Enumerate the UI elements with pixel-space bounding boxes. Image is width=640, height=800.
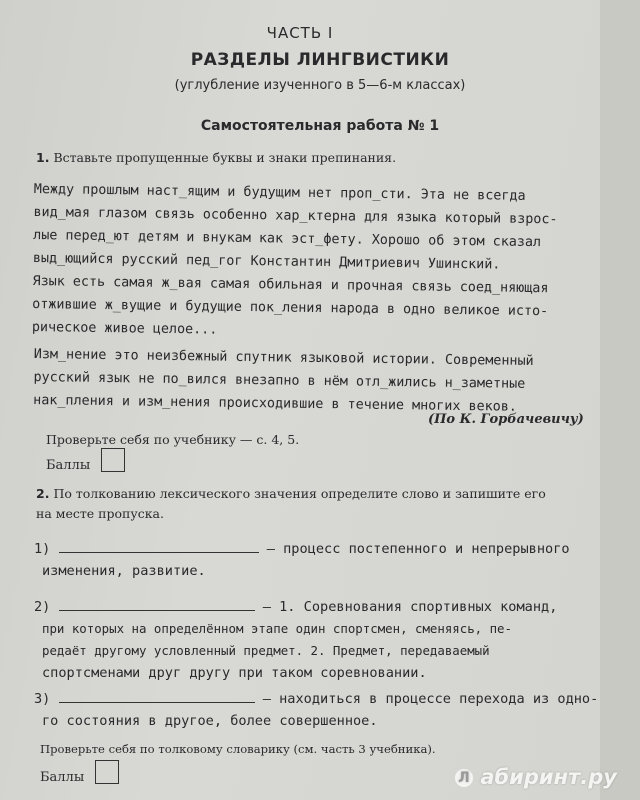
- definition-line: изменения, развитие.: [42, 563, 206, 579]
- paragraph-line: Язык есть самая ж_вая самая обильная и прочная связь соед_няющая: [32, 273, 549, 297]
- task1-heading: [36, 150, 396, 165]
- task1-check-note: Проверьте себя по учебнику — с. 4, 5.: [46, 432, 300, 447]
- definition-line: — находиться в процессе перехода из одно-: [262, 691, 599, 707]
- answer-blank-1[interactable]: [59, 540, 259, 553]
- task1-instruction: Вставьте пропущенные буквы и знаки препинания.: [53, 150, 397, 165]
- task1-paragraph2: [33, 343, 534, 419]
- paragraph-line: нак_пления и изм_нения происходившие в течение многих веков.: [33, 392, 517, 415]
- paragraph-line: лые перед_ют детям и внукам как эст_фету. Хорошо об этом сказал: [33, 227, 542, 251]
- task1-paragraph1: [32, 178, 558, 346]
- answer-blank-3[interactable]: [59, 690, 255, 703]
- task1-score-label: Баллы: [46, 458, 91, 473]
- answer-blank-2[interactable]: [59, 598, 255, 611]
- task1-number: 1.: [36, 150, 50, 165]
- definition-line: при которых на определённом этапе один спортсмен, сменяясь, пе-: [42, 621, 512, 636]
- item-number: 2): [34, 599, 51, 615]
- page-title: РАЗДЕЛЫ ЛИНГВИСТИКИ: [190, 50, 450, 70]
- paragraph-line: рическое живое целое...: [31, 319, 218, 338]
- paragraph-line: выд_ющийся русский пед_гог Константин Дмитриевич Ушинский.: [32, 250, 501, 273]
- paragraph-line: русский язык не по_вился внезапно в нём отл_жились н_заметные: [33, 369, 526, 392]
- definition-line: — процесс постепенного и непрерывного: [266, 541, 570, 557]
- definition-item-1: [34, 538, 570, 582]
- paragraph-line: вид_мая глазом связь особенно хар_ктерна для языка который взрос-: [33, 204, 558, 228]
- task2-instruction-line1: По толкованию лексического значения определите слово и запишите его: [53, 486, 546, 501]
- paragraph-line: Изм_нение это неизбежный спутник языковой истории. Современный: [33, 346, 534, 369]
- paragraph-line: Между прошлым наст_ящим и будущим нет проп_сти. Эта не всегда: [33, 181, 526, 204]
- task2-number: 2.: [36, 486, 50, 501]
- watermark-text: абиринт.ру: [480, 765, 617, 789]
- watermark: [455, 765, 617, 789]
- work-title: Самостоятельная работа № 1: [200, 118, 440, 134]
- task2-heading: [36, 486, 546, 501]
- part-heading: ЧАСТЬ I: [266, 24, 334, 42]
- definition-line: — 1. Соревнования спортивных команд,: [262, 599, 558, 615]
- task2-score-box[interactable]: [95, 760, 119, 784]
- task2-instruction-line2: на месте пропуска.: [36, 506, 164, 521]
- paragraph-line: отжившие ж_вущие и будущие пок_ления народа в одно великое исто-: [32, 296, 549, 320]
- author-attribution: (По К. Горбачевичу): [428, 412, 584, 427]
- item-number: 1): [34, 541, 51, 557]
- definition-line: го состояния в другое, более совершенное.: [42, 713, 378, 729]
- watermark-logo-icon: Л: [455, 769, 473, 787]
- page-subtitle: (углубление изученного в 5—6-м классах): [174, 78, 466, 93]
- definition-line: спортсменами друг другу при таком соревновании.: [42, 665, 427, 681]
- definition-item-3: [34, 688, 598, 732]
- task2-score-label: Баллы: [40, 770, 85, 785]
- task2-check-note: Проверьте себя по толковому словарику (см. часть 3 учебника).: [40, 742, 436, 756]
- task1-score-box[interactable]: [101, 448, 125, 472]
- definition-item-2: [34, 596, 557, 684]
- item-number: 3): [34, 691, 51, 707]
- definition-line: редаёт другому условленный предмет. 2. Предмет, передаваемый: [42, 643, 490, 658]
